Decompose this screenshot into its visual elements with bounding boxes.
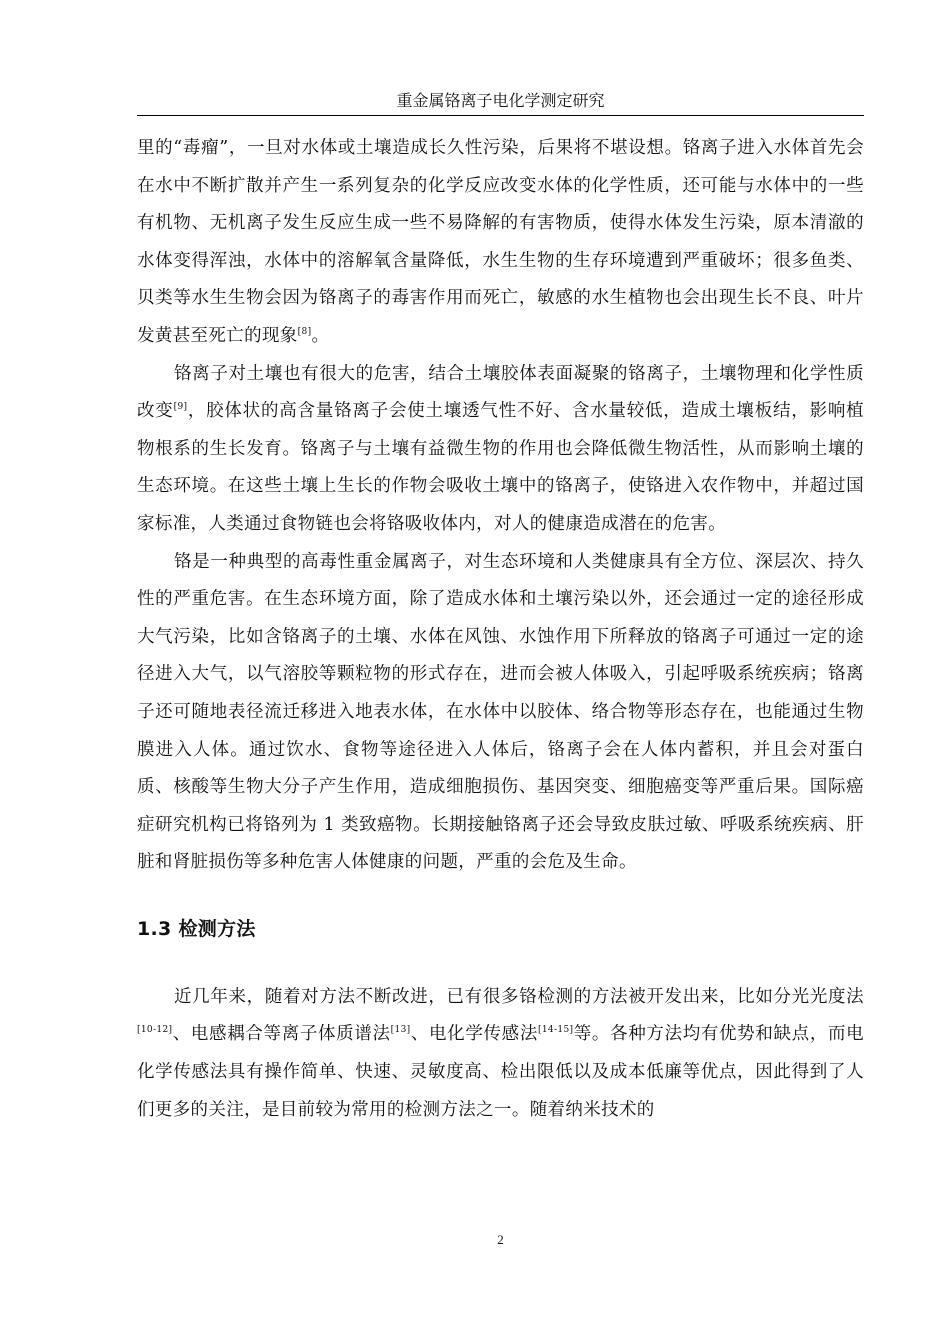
citation-ref: [13] (390, 1025, 411, 1036)
citation-ref: [10-12] (137, 1025, 173, 1036)
header-rule (137, 115, 864, 116)
paragraph-text: ，胶体状的高含量铬离子会使土壤透气性不好、含水量较低，造成土壤板结，影响植物根系的生长发育。铬离子与土壤有益微生物的作用也会降低微生物活性，从而影响土壤的生态环境。在这些土壤上生长的作物会吸收土壤中的铬离子，使铬进入农作物中，并超过国家标准，人类通过食物链也会将铬吸收体内，对人的健康造成潜在的危害。 (137, 401, 864, 534)
paragraph-text: 。 (311, 325, 330, 346)
paragraph-text: 铬是一种典型的高毒性重金属离子，对生态环境和人类健康具有全方位、深层次、持久性的严重危害。在生态环境方面，除了造成水体和土壤污染以外，还会通过一定的途径形成大气污染，比如含铬离子的土壤、水体在风蚀、水蚀作用下所释放的铬离子可通过一定的途径进入大气，以气溶胶等颗粒物的形式存在，进而会被人体吸入，引起呼吸系统疾病；铬离子还可随地表径流迁移进入地表水体，在水体中以胶体、络合物等形态存在，也能通过生物膜进入人体。通过饮水、食物等途径进入人体后，铬离子会在人体内蓄积，并且会对蛋白质、核酸等生物大分子产生作用，造成细胞损伤、基因突变、细胞癌变等严重后果。国际癌症研究机构已将铬列为 1 类致癌物。长期接触铬离子还会导致皮肤过敏、呼吸系统疾病、肝脏和肾脏损伤等多种危害人体健康的问题，严重的会危及生命。 (137, 551, 864, 873)
paragraph-water-pollution (137, 130, 864, 356)
paragraph-health-hazard (137, 544, 864, 882)
paragraph-soil-pollution (137, 356, 864, 544)
citation-ref: [14-15] (538, 1025, 574, 1036)
running-header: 重金属铬离子电化学测定研究 (396, 91, 605, 110)
body-text (137, 130, 864, 1129)
section-heading: 1.3 检测方法 (137, 917, 256, 940)
paragraph-text: 等。各种方法均有优势和缺点，而电化学传感法具有操作简单、快速、灵敏度高、检出限低以及成本低廉等优点，因此得到了人们更多的关注，是目前较为常用的检测方法之一。随着纳米技术的 (137, 1024, 865, 1120)
citation-ref: [9] (173, 402, 188, 413)
paragraph-text: 、电化学传感法 (410, 1024, 538, 1045)
page-number: 2 (497, 1232, 504, 1247)
paragraph-detection-methods (137, 979, 864, 1129)
paragraph-text: 里的“毒瘤”，一旦对水体或土壤造成长久性污染，后果将不堪设想。铬离子进入水体首先会在水中不断扩散并产生一系列复杂的化学反应改变水体的化学性质，还可能与水体中的一些有机物、无机离子发生反应生成一些不易降解的有害物质，使得水体发生污染，原本清澈的水体变得浑浊，水体中的溶解氧含量降低，水生生物的生存环境遭到严重破坏；很多鱼类、贝类等水生生物会因为铬离子的毒害作用而死亡，敏感的水生植物也会出现生长不良、叶片发黄甚至死亡的现象 (137, 138, 864, 346)
citation-ref: [8] (297, 327, 312, 338)
paragraph-text: 铬离子对土壤也有很大的危害，结合土壤胶体表面凝聚的铬离子，土壤物理和化学性质改变 (137, 363, 864, 422)
paragraph-text: 近几年来，随着对方法不断改进，已有很多铬检测的方法被开发出来，比如分光光度法 (174, 986, 864, 1007)
paragraph-text: 、电感耦合等离子体质谱法 (172, 1024, 391, 1045)
